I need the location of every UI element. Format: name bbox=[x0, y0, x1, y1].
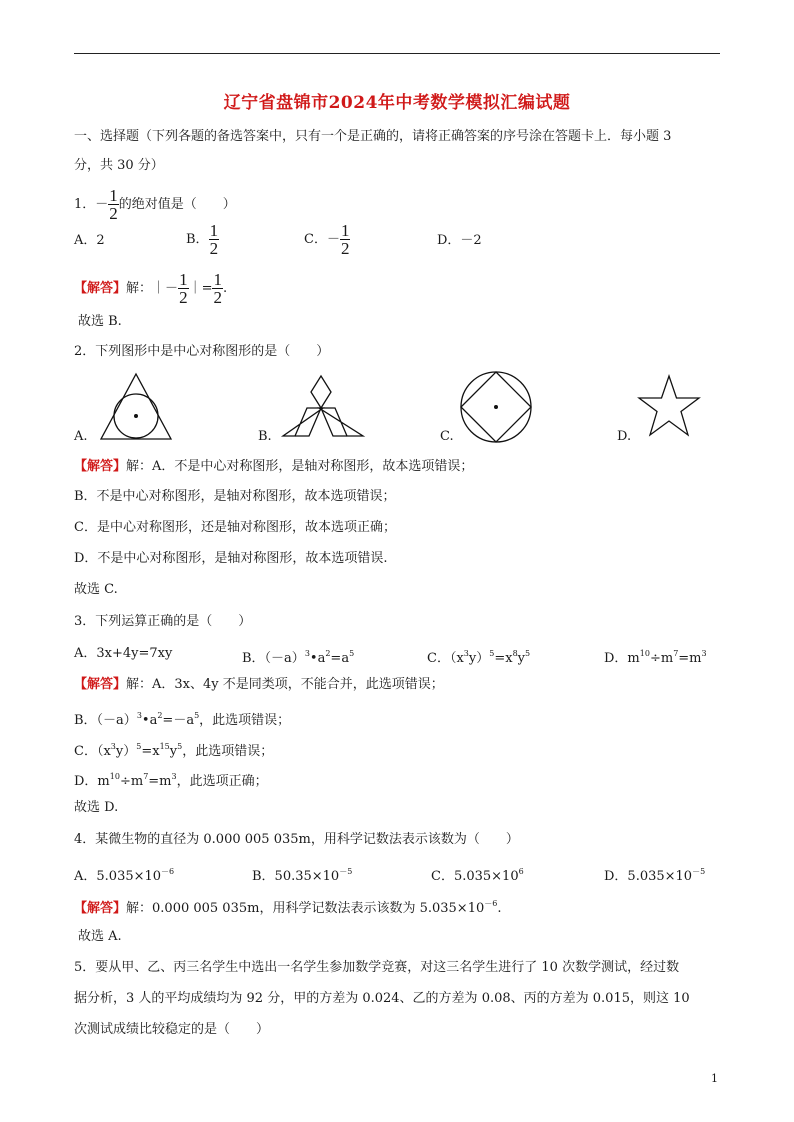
page-number: 1 bbox=[711, 1072, 718, 1085]
section-intro-line1: 一、选择题（下列各题的备选答案中，只有一个是正确的，请将正确答案的序号涂在答题卡上．每小题 3 bbox=[74, 129, 672, 144]
q3-option-d: D．$m^{10}\div m^7=m^3$ bbox=[604, 649, 707, 666]
q3-stem: 3．下列运算正确的是（ ） bbox=[74, 614, 252, 629]
q1-option-a: A．2 bbox=[74, 233, 105, 248]
q2-figure-a-triangle-circle bbox=[99, 372, 174, 442]
q2-stem: 2．下列图形中是中心对称图形的是（ ） bbox=[74, 344, 330, 359]
q5-stem-line3: 次测试成绩比较稳定的是（ ） bbox=[74, 1022, 270, 1037]
q4-option-d: D．$5.035\times 10^{-5}$ bbox=[604, 867, 706, 884]
q3-answer-line2: B．$(-a)^3•a^2=-a^5$，此选项错误； bbox=[74, 711, 291, 728]
section-intro-line2: 分，共 30 分） bbox=[74, 158, 164, 173]
q4-option-c: C．$5.035\times 10^6$ bbox=[431, 867, 524, 884]
q2-label-b: B. bbox=[258, 429, 272, 444]
q4-conclusion: 故选 A. bbox=[78, 929, 122, 944]
q3-answer-line4: D．$m^{10}\div m^7=m^3$，此选项正确； bbox=[74, 772, 268, 789]
q1-option-d: D．－2 bbox=[437, 233, 482, 248]
q3-option-b: B．$(-a)^3•a^2=a^5$ bbox=[242, 649, 355, 666]
q3-conclusion: 故选 D. bbox=[74, 800, 119, 815]
q4-option-a: A．$5.035\times 10^{-6}$ bbox=[74, 867, 175, 884]
q2-answer-line3: C．是中心对称图形，还是轴对称图形，故本选项正确； bbox=[74, 520, 396, 535]
q2-label-a: A. bbox=[74, 429, 88, 444]
header-rule bbox=[74, 53, 720, 54]
q2-answer-line4: D．不是中心对称图形，是轴对称图形，故本选项错误. bbox=[74, 551, 388, 566]
q4-stem: 4．某微生物的直径为 0.000 005 035m，用科学记数法表示该数为（ ） bbox=[74, 832, 519, 847]
q2-answer-line2: B．不是中心对称图形，是轴对称图形，故本选项错误； bbox=[74, 489, 396, 504]
q3-answer-line3: C．$(x^3y)^5=x^{15}y^5$，此选项错误； bbox=[74, 742, 274, 759]
q2-label-d: D. bbox=[617, 429, 632, 444]
document-title: 辽宁省盘锦市2024年中考数学模拟汇编试题 bbox=[223, 93, 571, 113]
q2-figure-b-three-rhombi bbox=[281, 374, 365, 440]
q1-conclusion: 故选 B. bbox=[78, 314, 122, 329]
q4-answer: 【解答】解：0.000 005 035m，用科学记数法表示该数为 $5.035\times 10^{-6}$. bbox=[74, 899, 502, 916]
q3-answer-line1: 【解答】解：A．3x、4y 不是同类项，不能合并，此选项错误； bbox=[74, 677, 444, 692]
q1-stem: 1．－ $\frac{1}{2}$ 的绝对值是（ ） bbox=[74, 186, 236, 223]
answer-tag: 【解答】 bbox=[74, 281, 127, 296]
q5-stem-line2: 据分析，3 人的平均成绩均为 92 分，甲的方差为 0.024、乙的方差为 0.08、丙的方差为 0.015，则这 10 bbox=[74, 991, 690, 1006]
q2-answer-line1: 【解答】解：A．不是中心对称图形，是轴对称图形，故本选项错误； bbox=[74, 459, 474, 474]
q1-answer: 【解答】解：｜－ $\frac{1}{2}$ ｜= $\frac{1}{2}$ . bbox=[74, 270, 228, 307]
q2-figure-d-star bbox=[636, 373, 702, 439]
q4-option-b: B．$50.35\times 10^{-5}$ bbox=[252, 867, 353, 884]
q1-stem-fraction: $\frac{1}{2}$ bbox=[109, 186, 118, 223]
q3-option-c: C．$(x^3y)^5=x^8y^5$ bbox=[427, 649, 531, 666]
q2-label-c: C. bbox=[440, 429, 454, 444]
q5-stem-line1: 5．要从甲、乙、丙三名学生中选出一名学生参加数学竞赛，对这三名学生进行了 10 次数学测试，经过数 bbox=[74, 960, 680, 975]
q3-option-a: A．3x+4y=7xy bbox=[74, 646, 173, 661]
q1-option-b: B． $\frac{1}{2}$ bbox=[186, 221, 219, 258]
q2-figure-c-circle-square bbox=[458, 369, 534, 445]
q2-conclusion: 故选 C. bbox=[74, 582, 118, 597]
q1-option-c: C．－ $\frac{1}{2}$ bbox=[304, 221, 350, 258]
